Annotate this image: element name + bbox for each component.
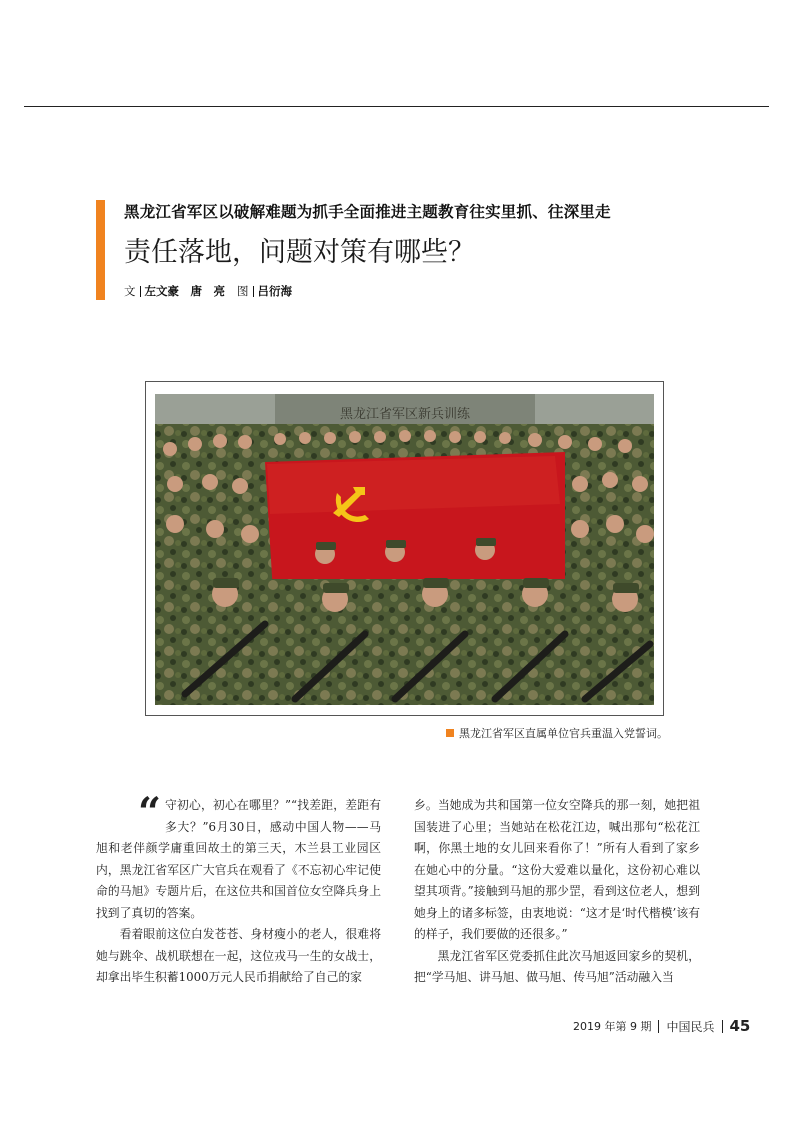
issue-label: 2019 年第 9 期 [573, 1020, 652, 1033]
byline-photographer: 吕衍海 [257, 284, 292, 298]
photo-frame [145, 381, 664, 716]
byline-photo-tag: 图 [237, 284, 249, 298]
title-accent-bar [96, 200, 105, 300]
body-paragraph: 乡。当她成为共和国第一位女空降兵的那一刻，她把祖国装进了心里；当她站在松花江边，喊出那句“松花江啊，你黑土地的女儿回来看你了！”所有人看到了家乡在她心中的分量。“这份大爱难以量化，这份初心难以望其项背。”接触到马旭的那少罡，看到这位老人，想到她身上的诸多标签，由衷地说：“这才是‘时代楷模’该有的样子，我们要做的还很多。” [414, 798, 700, 941]
footer-divider [722, 1020, 723, 1033]
article-kicker: 黑龙江省军区以破解难题为抓手全面推进主题教育往实里抓、往深里走 [124, 203, 611, 221]
body-column-left [96, 789, 381, 989]
article-photo [155, 394, 654, 705]
building-sign: 黑龙江省军区新兵训练 [339, 407, 471, 422]
caption-text: 黑龙江省军区直属单位官兵重温入党誓词。 [459, 727, 668, 740]
byline-text-tag: 文 [124, 284, 136, 298]
body-paragraph: 黑龙江省军区党委抓住此次马旭返回家乡的契机，把“学马旭、讲马旭、做马旭、传马旭”活动融入当 [414, 948, 700, 984]
body-column-right [414, 795, 700, 989]
byline [124, 283, 292, 299]
article-headline: 责任落地，问题对策有哪些？ [124, 237, 475, 268]
page-footer [573, 1017, 750, 1035]
byline-divider [140, 286, 141, 297]
party-flag [265, 452, 573, 592]
photo-caption [446, 725, 668, 741]
footer-divider [658, 1020, 659, 1033]
caption-bullet [446, 729, 454, 737]
body-paragraph: 守初心，初心在哪里？”“找差距，差距有多大？”6月30日，感动中国人物——马旭和老伴颜学庸重回故土的第三天，木兰县工业园区内，黑龙江省军区广大官兵在观看了《不忘初心牢记使命的马旭》专题片后，在这位共和国首位女空降兵身上找到了真切的答案。 [96, 798, 381, 920]
body-paragraph: 看着眼前这位白发苍苍、身材瘦小的老人，很难将她与跳伞、战机联想在一起，这位戎马一生的女战士，却拿出毕生积蓄1000万元人民币捐献给了自己的家 [96, 927, 381, 984]
magazine-name: 中国民兵 [666, 1019, 715, 1034]
soldiers-oath-photo [155, 394, 654, 705]
byline-authors: 左文豪 唐 亮 [144, 284, 225, 298]
page-number: 45 [729, 1017, 751, 1035]
opening-quote-mark: “ [138, 789, 162, 836]
header-rule [24, 106, 769, 107]
byline-divider [253, 286, 254, 297]
